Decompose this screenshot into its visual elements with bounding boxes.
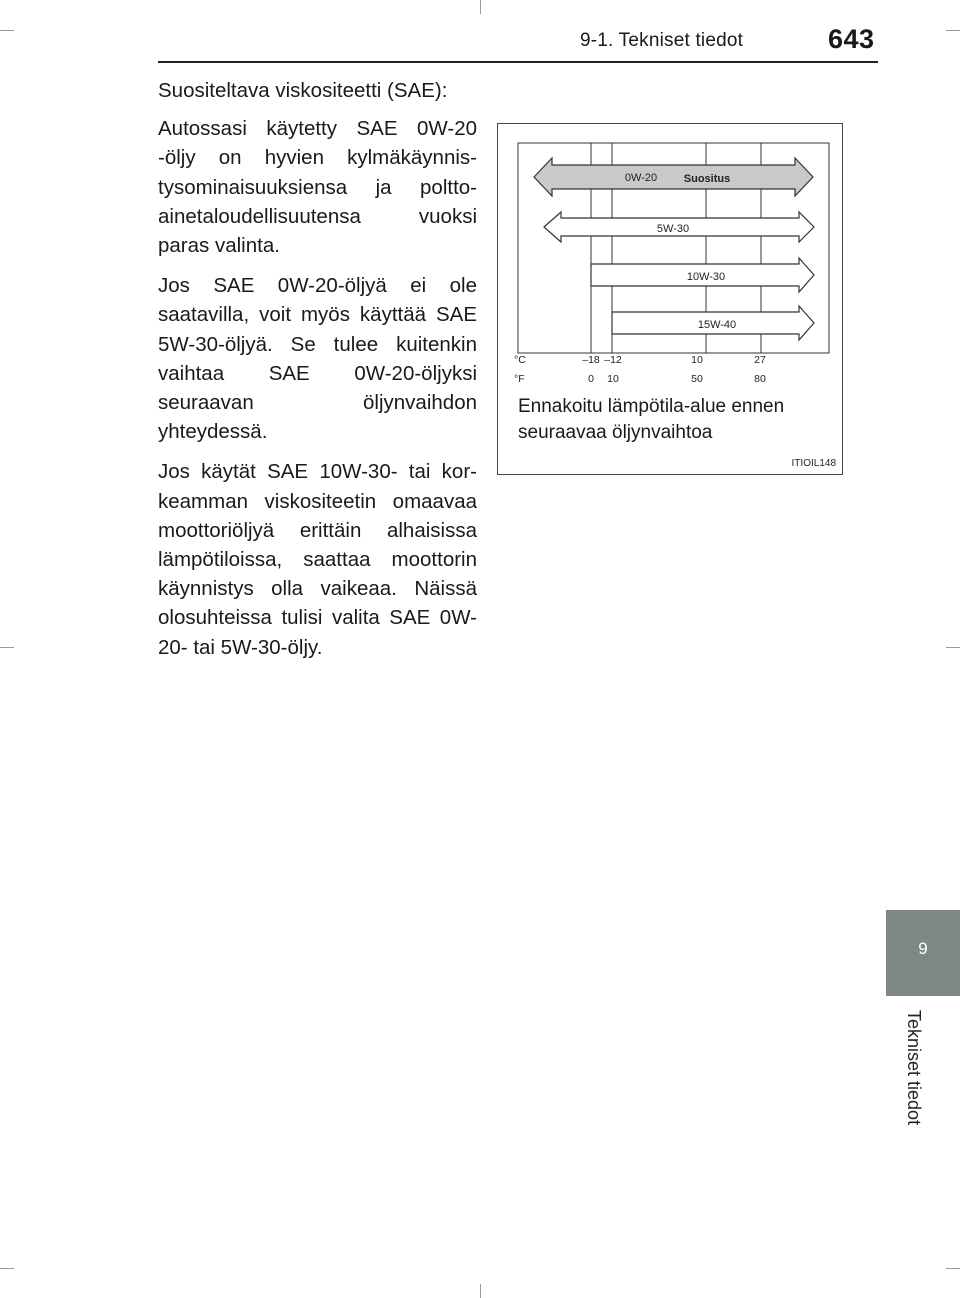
viscosity-figure <box>497 123 843 475</box>
body-heading: Suositeltava viskositeetti (SAE): <box>158 79 448 102</box>
crop-mark <box>480 1284 481 1298</box>
body-text <box>158 76 477 673</box>
band-label: 0W-20 <box>624 172 658 184</box>
tick-f: 50 <box>691 373 703 385</box>
figure-code: ITIOIL148 <box>791 458 836 469</box>
crop-mark <box>946 647 960 648</box>
crop-mark <box>946 1268 960 1269</box>
chapter-tab[interactable] <box>886 910 960 996</box>
header-rule <box>158 61 878 63</box>
tick-f: 10 <box>607 373 619 385</box>
page-number: 643 <box>828 24 875 54</box>
figure-caption: Ennakoitu lämpötila-alue ennen seuraavaa öljynvaihtoa <box>518 396 785 443</box>
chapter-number: 9 <box>918 939 928 958</box>
body-paragraph: Jos SAE 0W-20-öljyä ei ole saatavilla, voit myös käyttää SAE 5W-30-öljyä. Se tulee kuitenkin vaihtaa SAE 0W-20-öljyksi seuraavan öljynvaihdon yhteydessä. <box>158 274 477 444</box>
tick-c: –12 <box>604 354 622 366</box>
tick-c: 27 <box>754 354 766 366</box>
crop-mark <box>0 647 14 648</box>
running-header-section: 9-1. Tekniset tiedot <box>580 30 744 51</box>
crop-mark <box>0 1268 14 1269</box>
crop-mark <box>0 30 14 31</box>
tick-f: 80 <box>754 373 766 385</box>
band-0w20 <box>534 158 813 196</box>
tick-f: 0 <box>588 373 594 385</box>
crop-mark <box>480 0 481 14</box>
tick-c: –18 <box>582 354 600 366</box>
band-label: 15W-40 <box>697 319 737 331</box>
chapter-label-text: Tekniset tiedot <box>904 1010 924 1126</box>
tick-c: 10 <box>691 354 703 366</box>
unit-fahrenheit: °F <box>514 373 525 385</box>
chapter-label <box>880 1010 930 1150</box>
body-paragraph: Autossasi käytetty SAE 0W-20 -öljy on hyvien kylmäkäynnistysominaisuuksiensa ja polttoainetaloudellisuutensa vuoksi paras valinta. <box>158 117 477 258</box>
unit-celsius: °C <box>514 354 526 366</box>
band-label: 10W-30 <box>686 271 726 283</box>
body-paragraph: Jos käytät SAE 10W-30- tai korkeamman viskositeetin omaavaa moottoriöljyä erittäin alhaisissa lämpötiloissa, saattaa moottorin käynnistys olla vaikeaa. Näissä olosuhteissa tulisi valita SAE 0W-20- tai 5W-30-öljy. <box>158 460 477 659</box>
band-note: Suositus <box>683 173 731 185</box>
crop-mark <box>946 30 960 31</box>
band-label: 5W-30 <box>656 223 690 235</box>
